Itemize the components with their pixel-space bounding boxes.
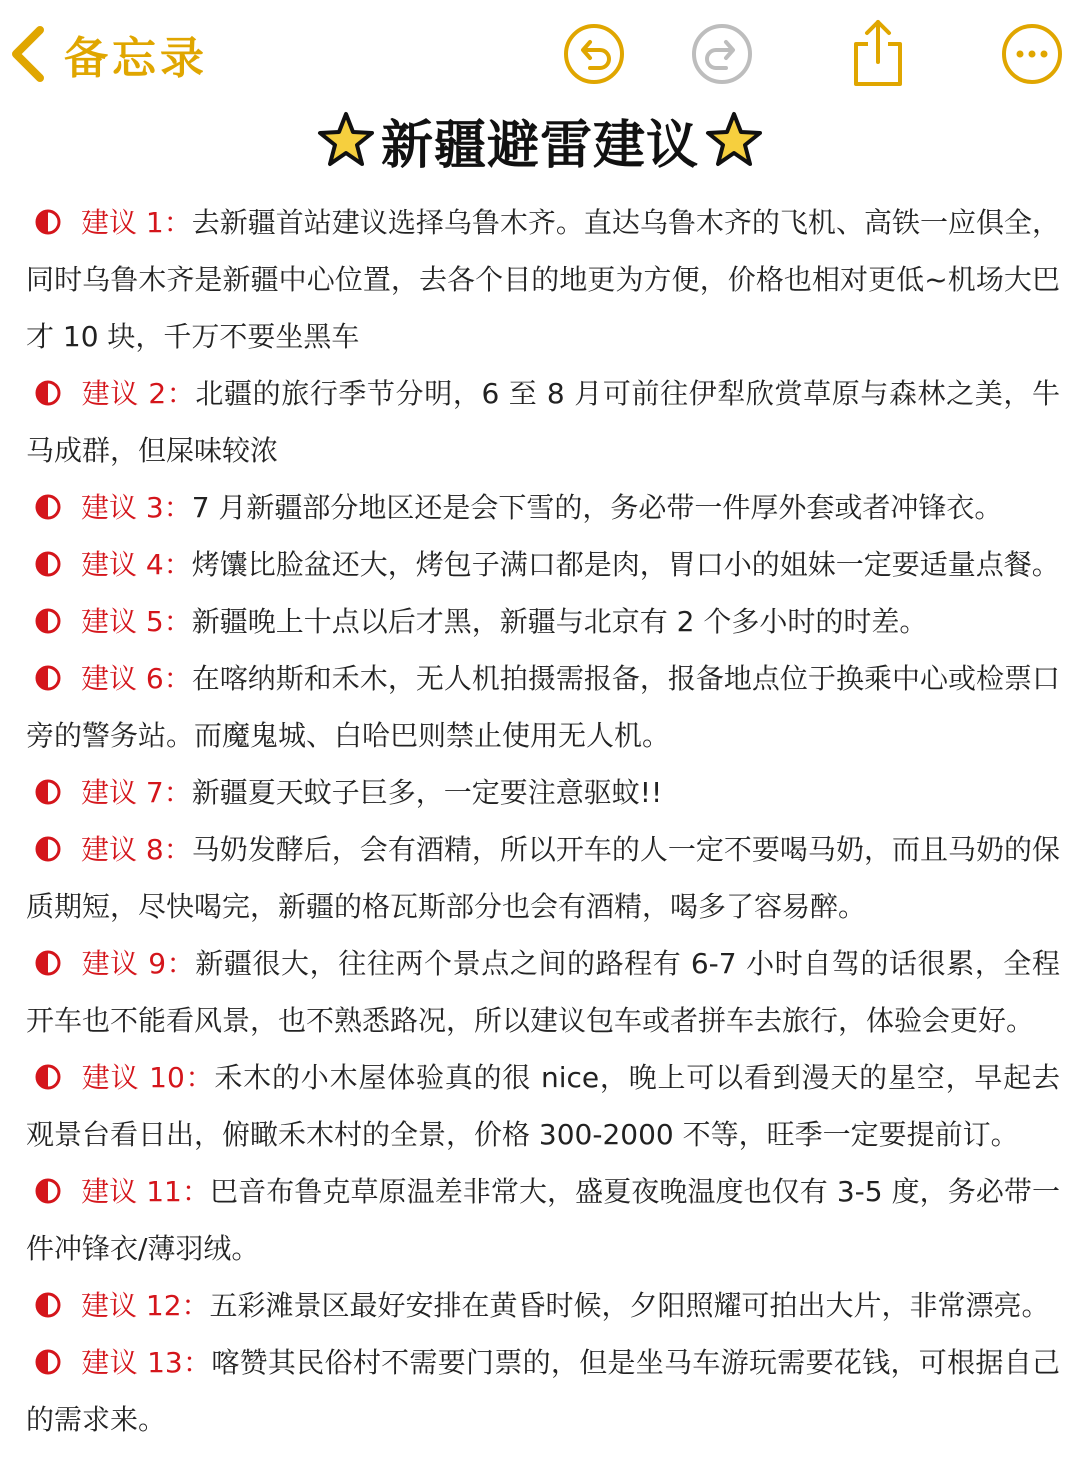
half-circle-icon: [35, 1349, 61, 1375]
item-label: 建议 12：: [81, 1289, 210, 1322]
item-text: 新疆夏天蚊子巨多，一定要注意驱蚊!!: [191, 776, 663, 809]
more-icon: [1000, 22, 1064, 86]
share-icon: [846, 16, 910, 88]
item-label: 建议 5：: [81, 605, 192, 638]
list-item: [26, 764, 1060, 821]
list-item: [26, 194, 1060, 365]
item-label: 建议 10：: [81, 1061, 215, 1094]
item-label: 建议 3：: [81, 491, 192, 524]
list-item: [26, 593, 1060, 650]
star-icon: [705, 111, 763, 169]
list-item: [26, 1163, 1060, 1277]
chevron-left-icon: [8, 24, 48, 84]
item-text: 巴音布鲁克草原温差非常大，盛夏夜晚温度也仅有 3-5 度，务必带一件冲锋衣/薄羽绒。: [26, 1175, 1060, 1265]
notes-toolbar: [0, 0, 1080, 108]
note-title-text: 新疆避雷建议: [380, 115, 699, 176]
list-item: [26, 1277, 1060, 1334]
redo-icon: [690, 22, 754, 86]
item-label: 建议 8：: [81, 833, 192, 866]
item-text: 7 月新疆部分地区还是会下雪的，务必带一件厚外套或者冲锋衣。: [191, 491, 1003, 524]
item-text: 烤馕比脸盆还大，烤包子满口都是肉，胃口小的姐妹一定要适量点餐。: [191, 548, 1060, 581]
list-item: [26, 536, 1060, 593]
half-circle-icon: [35, 209, 61, 235]
list-item: [26, 1049, 1060, 1163]
half-circle-icon: [35, 950, 61, 976]
back-label: 备忘录: [64, 33, 208, 84]
item-text: 禾木的小木屋体验真的很 nice，晚上可以看到漫天的星空，早起去观景台看日出，俯瞰禾木村的全景，价格 300-2000 不等，旺季一定要提前订。: [26, 1061, 1060, 1151]
share-button[interactable]: [846, 16, 910, 80]
item-label: 建议 1：: [81, 206, 192, 239]
half-circle-icon: [35, 665, 61, 691]
half-circle-icon: [35, 1292, 61, 1318]
item-text: 喀赞其民俗村不需要门票的，但是坐马车游玩需要花钱，可根据自己的需求来。: [26, 1346, 1060, 1436]
item-text: 马奶发酵后，会有酒精，所以开车的人一定不要喝马奶，而且马奶的保质期短，尽快喝完，新疆的格瓦斯部分也会有酒精，喝多了容易醉。: [26, 833, 1060, 923]
back-button[interactable]: [8, 18, 208, 90]
half-circle-icon: [35, 494, 61, 520]
list-item: [26, 365, 1060, 479]
half-circle-icon: [35, 608, 61, 634]
item-text: 新疆很大，往往两个景点之间的路程有 6-7 小时自驾的话很累，全程开车也不能看风景，也不熟悉路况，所以建议包车或者拼车去旅行，体验会更好。: [26, 947, 1060, 1037]
item-label: 建议 7：: [81, 776, 192, 809]
list-item: [26, 935, 1060, 1049]
half-circle-icon: [35, 836, 61, 862]
item-label: 建议 2：: [81, 377, 196, 410]
redo-button[interactable]: [690, 22, 754, 86]
list-item: [26, 650, 1060, 764]
item-label: 建议 9：: [81, 947, 196, 980]
half-circle-icon: [35, 779, 61, 805]
star-icon: [317, 111, 375, 169]
item-label: 建议 4：: [81, 548, 192, 581]
undo-icon: [562, 22, 626, 86]
tips-list: [26, 194, 1060, 1448]
list-item: [26, 479, 1060, 536]
list-item: [26, 821, 1060, 935]
half-circle-icon: [35, 1064, 61, 1090]
item-label: 建议 13：: [81, 1346, 212, 1379]
item-text: 新疆晚上十点以后才黑，新疆与北京有 2 个多小时的时差。: [191, 605, 928, 638]
half-circle-icon: [35, 380, 61, 406]
item-text: 北疆的旅行季节分明，6 至 8 月可前往伊犁欣赏草原与森林之美，牛马成群，但屎味较浓: [26, 377, 1060, 467]
undo-button[interactable]: [562, 22, 626, 86]
item-text: 五彩滩景区最好安排在黄昏时候，夕阳照耀可拍出大片，非常漂亮。: [209, 1289, 1050, 1322]
item-label: 建议 11：: [81, 1175, 211, 1208]
item-label: 建议 6：: [81, 662, 192, 695]
half-circle-icon: [35, 1178, 61, 1204]
item-text: 去新疆首站建议选择乌鲁木齐。直达乌鲁木齐的飞机、高铁一应俱全，同时乌鲁木齐是新疆中心位置，去各个目的地更为方便，价格也相对更低~机场大巴才 10 块，千万不要坐黑车: [26, 206, 1060, 353]
more-button[interactable]: [1000, 22, 1064, 86]
item-text: 在喀纳斯和禾木，无人机拍摄需报备，报备地点位于换乘中心或检票口旁的警务站。而魔鬼城、白哈巴则禁止使用无人机。: [26, 662, 1060, 752]
list-item: [26, 1334, 1060, 1448]
half-circle-icon: [35, 551, 61, 577]
note-title: [0, 104, 1080, 176]
